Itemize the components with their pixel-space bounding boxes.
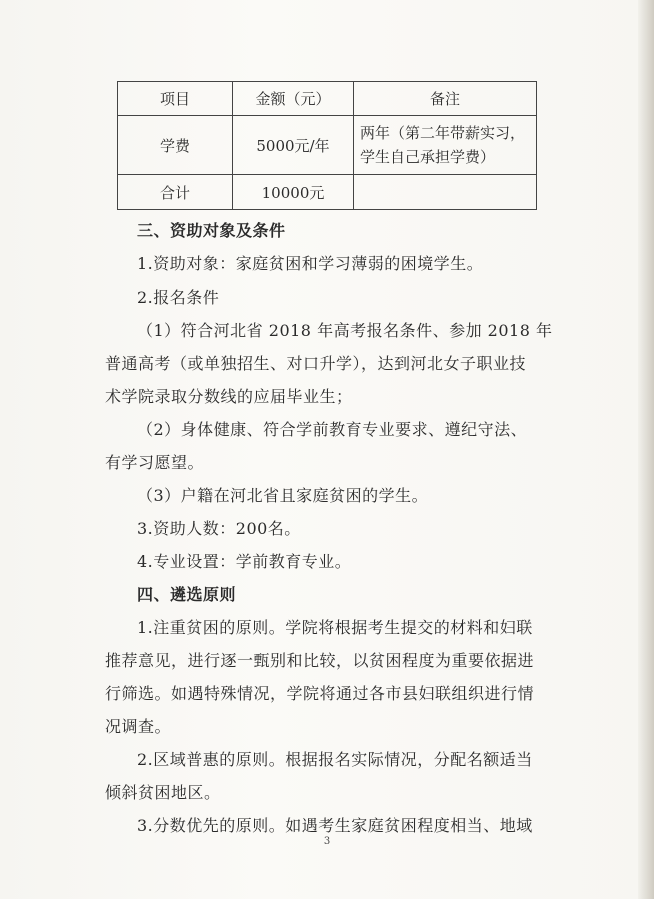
section-heading: 三、资助对象及条件 xyxy=(137,221,286,240)
paragraph-line: 术学院录取分数线的应届毕业生； xyxy=(105,387,353,406)
paragraph-line: 有学习愿望。 xyxy=(105,453,205,472)
paragraph-line: 2.区域普惠的原则。根据报名实际情况，分配名额适当 xyxy=(137,750,533,769)
paragraph-line: 行筛选。如遇特殊情况，学院将通过各市县妇联组织进行情 xyxy=(105,684,535,703)
paragraph-line: 4.专业设置：学前教育专业。 xyxy=(137,552,352,571)
cell-item: 合计 xyxy=(118,175,233,210)
paragraph-line: 1.注重贫困的原则。学院将根据考生提交的材料和妇联 xyxy=(137,618,533,637)
page-number: 3 xyxy=(323,836,331,847)
header-amount: 金额（元） xyxy=(233,82,354,116)
header-note: 备注 xyxy=(354,82,537,116)
table-header-row xyxy=(118,82,537,116)
paragraph-line: 2.报名条件 xyxy=(137,288,220,307)
cell-amount: 10000元 xyxy=(233,175,354,210)
table-row xyxy=(118,175,537,210)
paragraph-line: 普通高考（或单独招生、对口升学），达到河北女子职业技 xyxy=(105,354,527,373)
paragraph-line: 1.资助对象：家庭贫困和学习薄弱的困境学生。 xyxy=(137,254,484,273)
table-row xyxy=(118,116,537,175)
cell-note xyxy=(354,175,537,210)
note-line: 学生自己承担学费） xyxy=(360,148,496,166)
fee-table xyxy=(117,81,537,210)
paragraph-line: （2）身体健康、符合学前教育专业要求、遵纪守法、 xyxy=(137,420,528,439)
paragraph-line: （1）符合河北省 2018 年高考报名条件、参加 2018 年 xyxy=(137,321,553,340)
note-line: 两年（第二年带薪实习， xyxy=(360,124,526,142)
section-heading: 四、遴选原则 xyxy=(137,585,237,604)
paragraph-line: 况调查。 xyxy=(105,717,172,736)
paragraph-line: 倾斜贫困地区。 xyxy=(105,783,221,802)
cell-note xyxy=(354,116,537,175)
paragraph-line: （3）户籍在河北省且家庭贫困的学生。 xyxy=(137,486,429,505)
paragraph-line: 3.分数优先的原则。如遇考生家庭贫困程度相当、地域 xyxy=(137,816,533,835)
header-item: 项目 xyxy=(118,82,233,116)
paragraph-line: 3.资助人数：200名。 xyxy=(137,519,301,538)
cell-amount: 5000元/年 xyxy=(233,116,354,175)
cell-item: 学费 xyxy=(118,116,233,175)
paragraph-line: 推荐意见，进行逐一甄别和比较，以贫困程度为重要依据进 xyxy=(105,651,535,670)
